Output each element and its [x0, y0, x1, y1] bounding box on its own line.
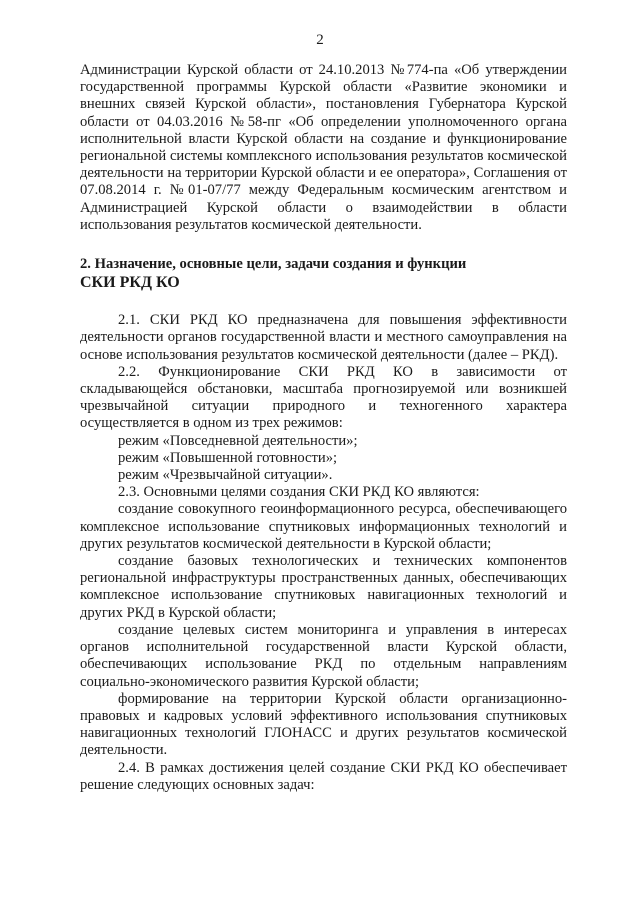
paragraph-2-1: 2.1. СКИ РКД КО предназначена для повышения эффективности деятельности органов государственной власти и местного самоуправления на основе использования результатов космической деятельности (далее – РКД).	[80, 312, 567, 363]
mode-item: режим «Повседневной деятельности»;	[118, 432, 358, 449]
goal-item: создание совокупного геоинформационного ресурса, обеспечивающего комплексное использование спутниковых информационных технологий и других результатов космической деятельности в Курской области;	[80, 501, 567, 552]
section-heading-line1: 2. Назначение, основные цели, задачи создания и функции	[80, 256, 467, 273]
section-heading-line2: СКИ РКД КО	[80, 274, 180, 292]
paragraph-2-4: 2.4. В рамках достижения целей создание СКИ РКД КО обеспечивает решение следующих основных задач:	[80, 759, 567, 793]
paragraph-2-3: 2.3. Основными целями создания СКИ РКД КО являются:	[118, 484, 480, 501]
intro-paragraph: Администрации Курской области от 24.10.2013 №774-па «Об утверждении государственной программы Курской области «Развитие экономики и внешних связей Курской области», постановления Губернатора Курской области от 04.03.2016 №58-пг «Об определении уполномоченного органа исполнительной власти Курской области на создание и функционирование региональной системы комплексного использования результатов космической деятельности на территории Курской области и ее оператора», Соглашения от 07.08.2014 г. №01-07/77 между Федеральным космическим агентством и Администрацией Курской области о взаимодействии в области использования результатов космической деятельности.	[80, 62, 567, 233]
goal-item: создание целевых систем мониторинга и управления в интересах органов исполнительной государственной власти Курской области, обеспечивающих использование РКД по отдельным направлениям социально-экономического развития Курской области;	[80, 621, 567, 690]
mode-item: режим «Чрезвычайной ситуации».	[118, 467, 333, 484]
paragraph-2-2: 2.2. Функционирование СКИ РКД КО в зависимости от складывающейся обстановки, масштаба прогнозируемой или возникшей чрезвычайной ситуации природного и техногенного характера осуществляется в одном из трех режимов:	[80, 363, 567, 432]
page-number: 2	[316, 32, 324, 48]
goal-item: создание базовых технологических и технических компонентов региональной инфраструктуры пространственных данных, обеспечивающих комплексное использование спутниковых навигационных технологий и других РКД в Курской области;	[80, 553, 567, 621]
page-content	[80, 62, 567, 794]
goal-item: формирование на территории Курской области организационно-правовых и кадровых условий эффективного использования спутниковых навигационных технологий ГЛОНАСС и других результатов космической деятельности.	[80, 690, 567, 759]
mode-item: режим «Повышенной готовности»;	[118, 449, 338, 466]
